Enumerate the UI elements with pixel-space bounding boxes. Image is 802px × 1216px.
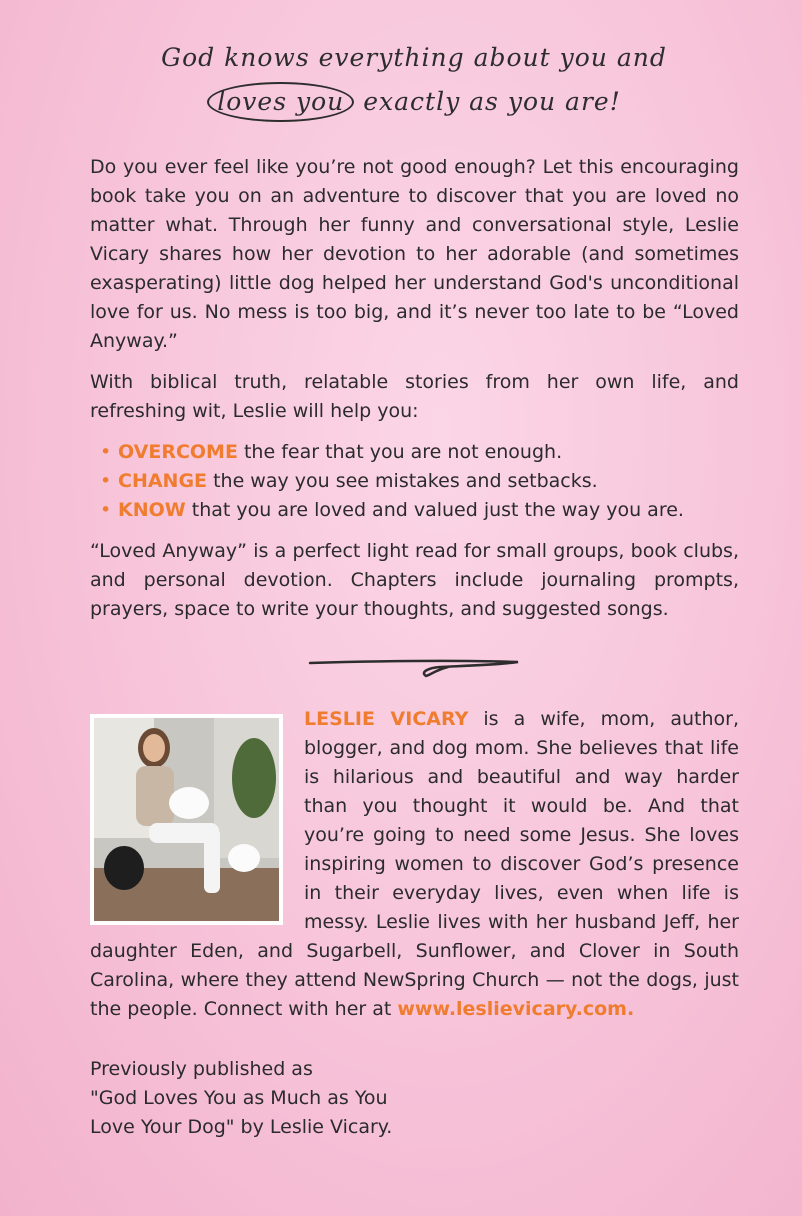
swoosh-divider-icon — [308, 652, 522, 680]
tagline-line-2-rest: exactly as you are! — [363, 87, 621, 116]
bullet-dot-icon: • — [100, 499, 112, 521]
benefit-text: the fear that you are not enough. — [237, 441, 563, 463]
previously-line-1: Previously published as — [90, 1058, 313, 1080]
tagline-line-1: God knows everything about you and — [161, 43, 667, 72]
author-bio — [90, 705, 739, 1024]
benefit-text: the way you see mistakes and setbacks. — [207, 470, 598, 492]
benefit-item — [100, 467, 739, 496]
help-you-paragraph: With biblical truth, relatable stories from her own life, and refreshing wit, Leslie will help you: — [90, 371, 739, 422]
tagline-circled-phrase: loves you — [207, 82, 354, 122]
benefit-keyword: CHANGE — [118, 470, 208, 492]
previously-line-2: "God Loves You as Much as You — [90, 1087, 388, 1109]
benefit-item — [100, 496, 739, 525]
benefit-keyword: OVERCOME — [118, 441, 238, 463]
bullet-dot-icon: • — [100, 441, 112, 463]
author-website-link[interactable]: www.leslievicary.com. — [397, 998, 635, 1020]
benefit-item — [100, 438, 739, 467]
photo-spacer — [90, 705, 304, 937]
closing-paragraph: “Loved Anyway” is a perfect light read for small groups, book clubs, and personal devotion. Chapters include journaling prompts, prayers, space to write your thoughts, and suggested songs. — [90, 540, 739, 620]
benefit-list — [90, 438, 739, 525]
benefit-keyword: KNOW — [118, 499, 186, 521]
tagline — [90, 36, 738, 124]
author-bio-text: is a wife, mom, author, blogger, and dog mom. She believes that life is hilarious and beautiful and way harder than you thought it would be. And that you’re going to need some Jesus. She loves inspiring women to discover God’s presence in their everyday lives, even when life is messy. Leslie lives with her husband Jeff, her daughter Eden, and Sugarbell, Sunflower, and Clover in South Carolina, where they attend NewSpring Church — not the dogs, just the people. Connect with her at — [90, 708, 739, 1020]
author-name: LESLIE VICARY — [304, 708, 469, 730]
description — [90, 153, 739, 636]
benefit-text: that you are loved and valued just the way you are. — [185, 499, 684, 521]
bullet-dot-icon: • — [100, 470, 112, 492]
previously-line-3: Love Your Dog" by Leslie Vicary. — [90, 1116, 393, 1138]
intro-paragraph: Do you ever feel like you’re not good enough? Let this encouraging book take you on an adventure to discover that you are loved no matter what. Through her funny and conversational style, Leslie Vicary shares how her devotion to her adorable (and sometimes exasperating) little dog helped her understand God's unconditional love for us. No mess is too big, and it’s never too late to be “Loved Anyway.” — [90, 156, 739, 352]
tagline-line-2 — [90, 80, 738, 124]
previously-published-note — [90, 1055, 420, 1142]
